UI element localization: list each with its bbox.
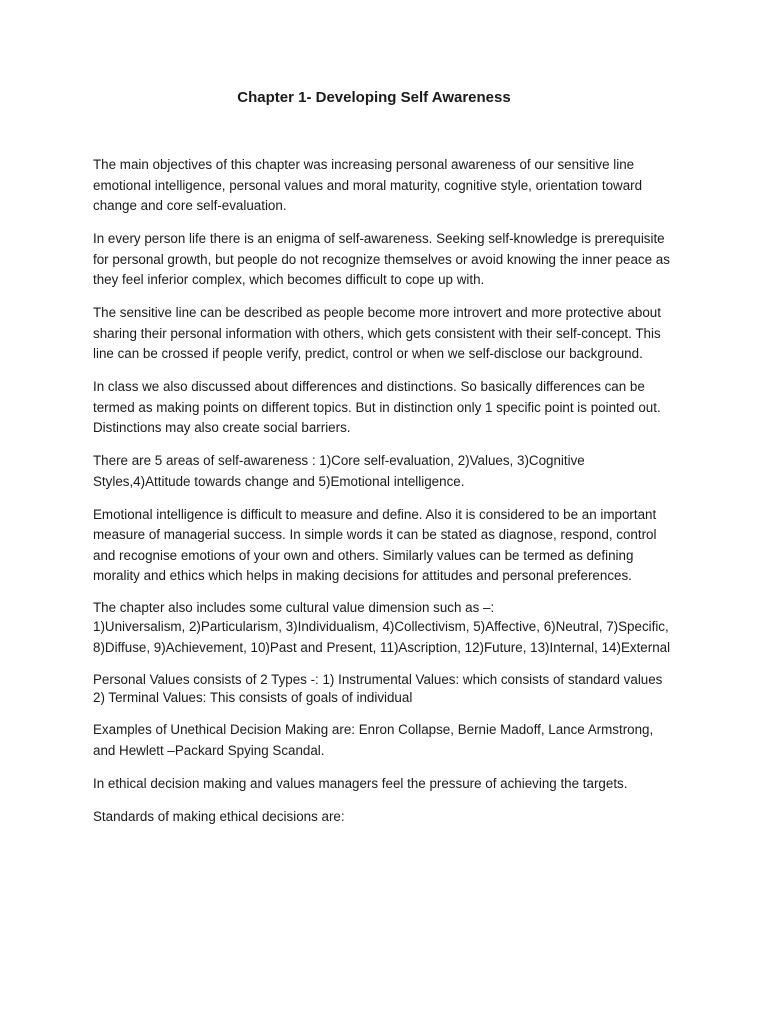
paragraph-sensitive-line: The sensitive line can be described as people become more introvert and more protective about sharing their personal information with others, which gets consistent with their self-concept. This line can be crossed if people verify, predict, control or when we self-disclose our background. [93, 305, 661, 361]
paragraph-objectives: The main objectives of this chapter was increasing personal awareness of our sensitive line emotional intelligence, personal values and moral maturity, cognitive style, orientation toward change and core self-evaluation. [93, 157, 643, 213]
cultural-intro: The chapter also includes some cultural value dimension such as –: [93, 600, 495, 615]
paragraph-unethical-examples: Examples of Unethical Decision Making are: Enron Collapse, Bernie Madoff, Lance Armstrong, and Hewlett –Packard Spying Scandal. [93, 722, 654, 758]
paragraph-standards: Standards of making ethical decisions are: [93, 808, 345, 824]
paragraph-areas: There are 5 areas of self-awareness : 1)Core self-evaluation, 2)Values, 3)Cognitive Styles,4)Attitude towards change and 5)Emotional intelligence. [93, 453, 585, 489]
page-title: Chapter 1- Developing Self Awareness [237, 89, 511, 106]
paragraph-differences: In class we also discussed about differences and distinctions. So basically differences can be termed as making points on different topics. But in distinction only 1 specific point is pointed out. Distinctions may also create social barriers. [93, 379, 661, 435]
paragraph-emotional-intelligence: Emotional intelligence is difficult to measure and define. Also it is considered to be an important measure of managerial success. In simple words it can be stated as diagnose, respond, control and recognise emotions of your own and others. Similarly values can be termed as defining morality and ethics which helps in making decisions for attitudes and personal preferences. [93, 506, 657, 583]
paragraph-cultural-dimensions [93, 599, 675, 658]
personal-values-line-1: Personal Values consists of 2 Types -: 1) Instrumental Values: which consists of standard values [93, 671, 663, 687]
paragraph-pressure: In ethical decision making and values managers feel the pressure of achieving the targets. [93, 775, 628, 791]
cultural-list: 1)Universalism, 2)Particularism, 3)Individualism, 4)Collectivism, 5)Affective, 6)Neutral, 7)Specific, 8)Diffuse, 9)Achievement, 10)Past and Present, 11)Ascription, 12)Future, 13)Internal, 14)External [93, 619, 671, 655]
paragraph-enigma: In every person life there is an enigma of self-awareness. Seeking self-knowledge is prerequisite for personal growth, but people do not recognize themselves or avoid knowing the inner peace as they feel inferior complex, which becomes difficult to cope up with. [93, 231, 670, 287]
document-body [93, 155, 675, 840]
personal-values-line-2: 2) Terminal Values: This consists of goals of individual [93, 690, 413, 705]
paragraph-personal-values [93, 671, 675, 708]
